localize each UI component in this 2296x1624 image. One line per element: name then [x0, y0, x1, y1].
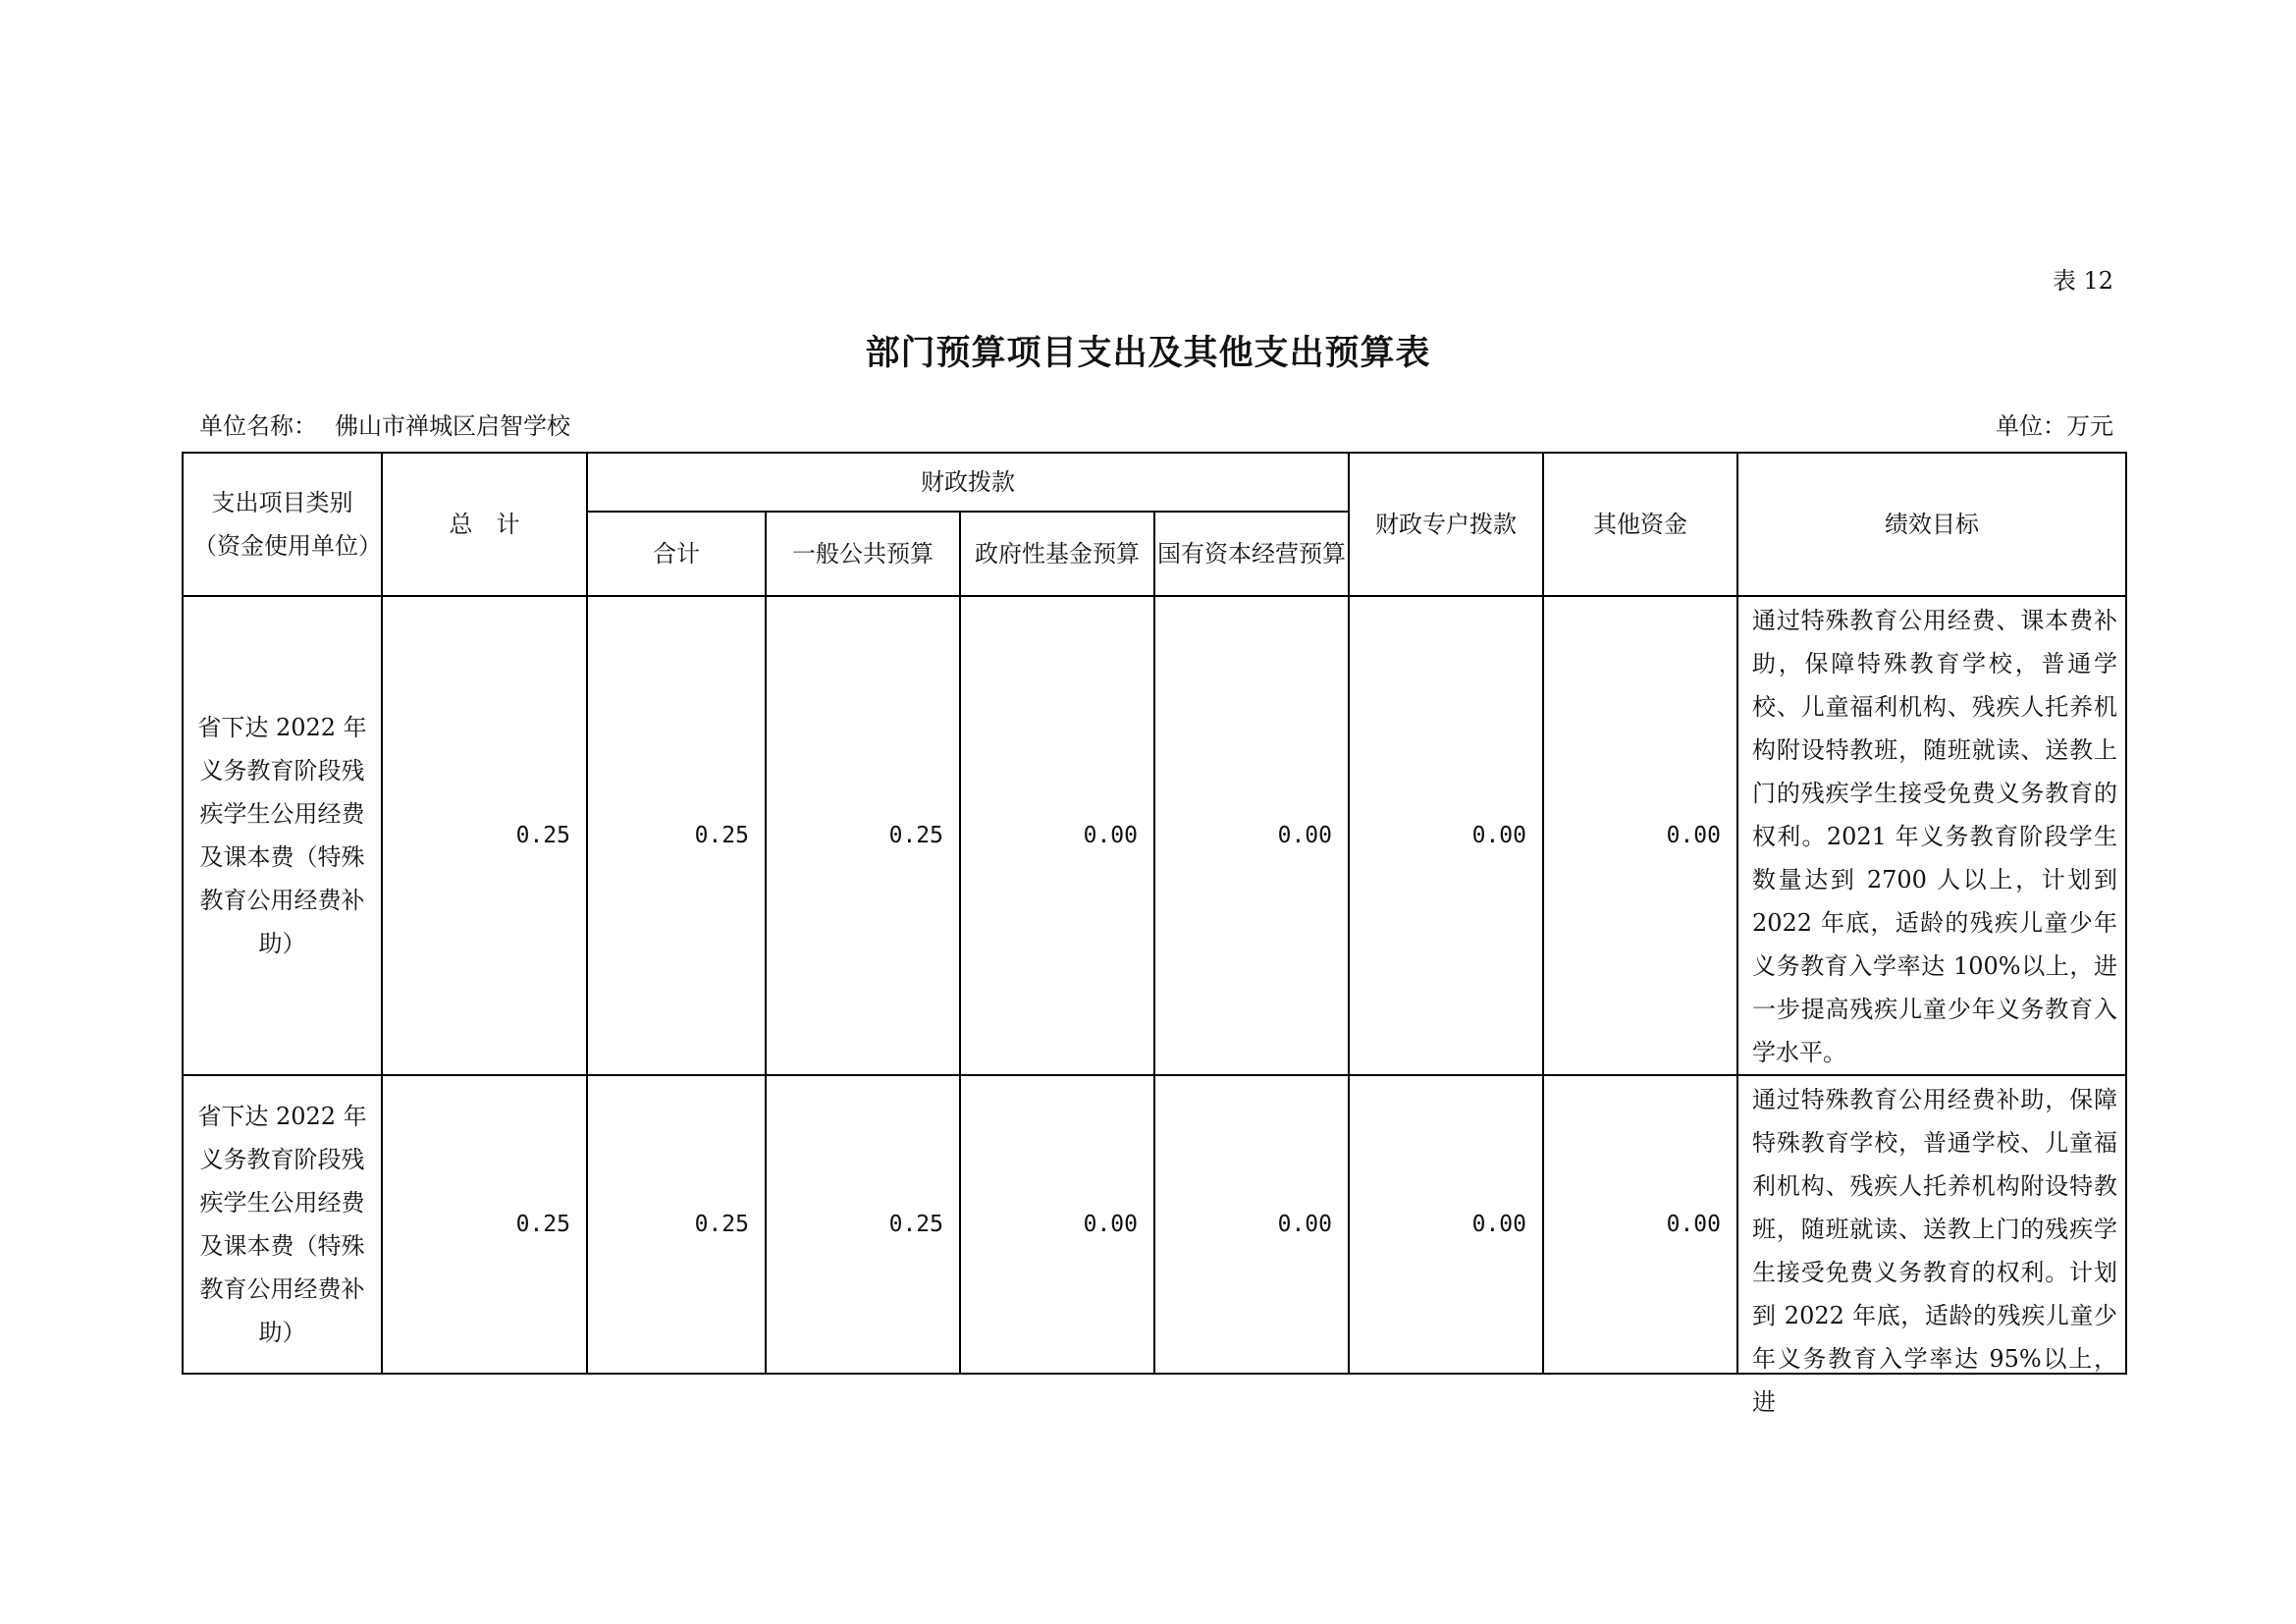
table-row — [183, 1075, 2126, 1374]
header-state-capital-budget: 国有资本经营预算 — [1154, 512, 1349, 596]
category-cell: 省下达 2022 年义务教育阶段残疾学生公用经费及课本费（特殊教育公用经费补助） — [183, 1075, 382, 1374]
header-subtotal: 合计 — [587, 512, 766, 596]
page-title: 部门预算项目支出及其他支出预算表 — [865, 333, 1431, 373]
unit-name-label: 单位名称： — [199, 412, 317, 440]
general-public-cell: 0.25 — [766, 596, 960, 1075]
unit-name-value: 佛山市禅城区启智学校 — [335, 412, 570, 440]
subtotal-cell: 0.25 — [587, 596, 766, 1075]
header-category: 支出项目类别（资金使用单位） — [183, 453, 382, 596]
state-capital-cell: 0.00 — [1154, 596, 1349, 1075]
gov-fund-cell: 0.00 — [960, 1075, 1154, 1374]
budget-table — [182, 452, 2127, 1416]
performance-goal-text: 通过特殊教育公用经费补助，保障特殊教育学校，普通学校、儿童福利机构、残疾人托养机构附设特教班，随班就读、送教上门的残疾学生接受免费义务教育的权利。计划到 2022 年底，适龄的残疾儿童少年义务教育入学率达 95%以上，进 — [1752, 1086, 2117, 1416]
other-funds-cell: 0.00 — [1543, 1075, 1737, 1374]
header-fiscal-appropriation: 财政拨款 — [587, 453, 1349, 512]
total-cell: 0.25 — [382, 1075, 587, 1374]
special-account-cell: 0.00 — [1349, 596, 1543, 1075]
header-total: 总 计 — [382, 453, 587, 596]
total-cell: 0.25 — [382, 596, 587, 1075]
currency-unit: 单位：万元 — [1996, 412, 2113, 440]
table-row — [183, 596, 2126, 1075]
subtotal-cell: 0.25 — [587, 1075, 766, 1374]
header-other-funds: 其他资金 — [1543, 453, 1737, 596]
performance-goal-cell — [1737, 1075, 2126, 1416]
category-cell: 省下达 2022 年义务教育阶段残疾学生公用经费及课本费（特殊教育公用经费补助） — [183, 596, 382, 1075]
gov-fund-cell: 0.00 — [960, 596, 1154, 1075]
special-account-cell: 0.00 — [1349, 1075, 1543, 1374]
general-public-cell: 0.25 — [766, 1075, 960, 1374]
table-number: 表 12 — [2052, 267, 2113, 295]
state-capital-cell: 0.00 — [1154, 1075, 1349, 1374]
header-special-account: 财政专户拨款 — [1349, 453, 1543, 596]
header-gov-fund-budget: 政府性基金预算 — [960, 512, 1154, 596]
unit-name — [199, 406, 570, 441]
other-funds-cell: 0.00 — [1543, 596, 1737, 1075]
header-performance-goal: 绩效目标 — [1737, 453, 2126, 596]
header-general-public-budget: 一般公共预算 — [766, 512, 960, 596]
performance-goal-cell: 通过特殊教育公用经费、课本费补助，保障特殊教育学校，普通学校、儿童福利机构、残疾人托养机构附设特教班，随班就读、送教上门的残疾学生接受免费义务教育的权利。2021 年义务教育阶段学生数量达到 2700 人以上，计划到 2022 年底，适龄的残疾儿童少年义务教育入学率达 100%以上，进一步提高残疾儿童少年义务教育入学水平。 — [1737, 596, 2126, 1075]
